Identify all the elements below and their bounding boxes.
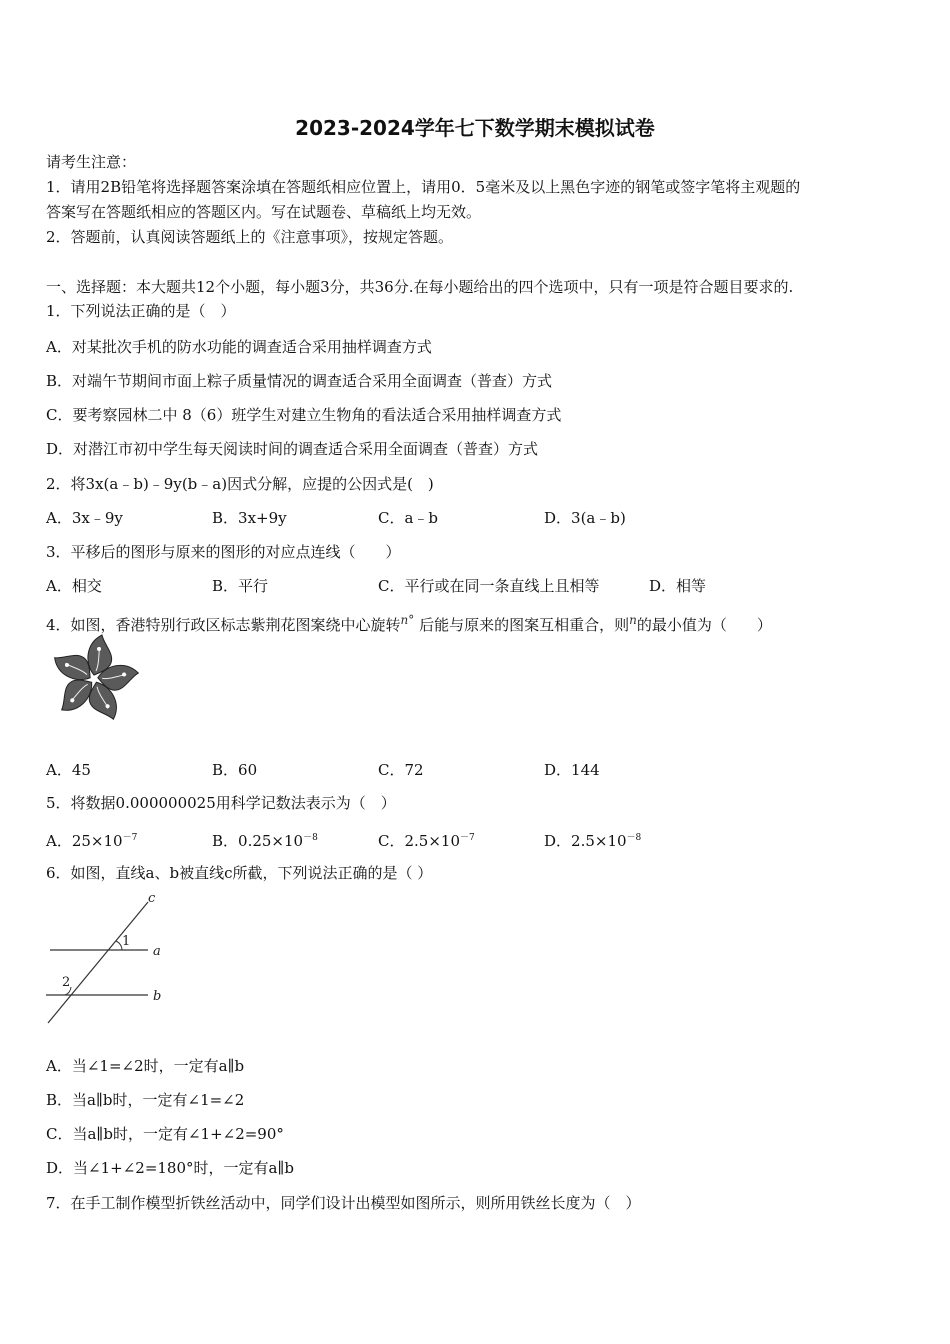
label-angle-2: 2 — [62, 975, 71, 990]
q2-options — [46, 508, 626, 528]
q4-option-a: A．45 — [46, 761, 91, 779]
q7-stem: 7．在手工制作模型折铁丝活动中，同学们设计出模型如图所示，则所用铁丝长度为（ ） — [46, 1194, 641, 1212]
q5-option-d-base: D．2.5×10 — [544, 832, 627, 850]
q5-option-c-base: C．2.5×10 — [378, 832, 460, 850]
notice-heading: 请考生注意： — [46, 153, 137, 171]
page-title: 2023-2024学年七下数学期末模拟试卷 — [295, 116, 655, 140]
q4-stem-mid: 后能与原来的图案互相重合，则 — [419, 616, 630, 634]
q5-option-d-exp: －8 — [626, 833, 642, 843]
q4-n-degree: n° — [400, 613, 415, 627]
section-heading: 一、选择题：本大题共12个小题，每小题3分，共36分.在每小题给出的四个选项中，只有一项是符合题目要求的. — [46, 278, 794, 296]
q2-option-a: A．3x﹣9y — [46, 509, 123, 527]
q5-option-b-exp: －8 — [303, 833, 318, 843]
q5-option-d — [544, 828, 641, 851]
notice-line-1: 1．请用2B铅笔将选择题答案涂填在答题纸相应位置上，请用0．5毫米及以上黑色字迹的钢笔或签字笔将主观题的 — [46, 178, 801, 196]
notice-line-1b: 答案写在答题纸相应的答题区内。写在试题卷、草稿纸上均无效。 — [46, 203, 482, 221]
bauhinia-flower-figure — [48, 633, 140, 725]
line-c — [48, 902, 148, 1023]
q3-option-c: C．平行或在同一条直线上且相等 — [378, 577, 600, 595]
q5-option-a-base: A．25×10 — [46, 832, 123, 850]
q2-stem: 2．将3x(a﹣b)﹣9y(b﹣a)因式分解，应提的公因式是( ) — [46, 475, 434, 493]
q2-option-d: D．3(a﹣b) — [544, 509, 626, 527]
q2-option-c: C．a﹣b — [378, 509, 439, 527]
q4-option-d: D．144 — [544, 761, 600, 779]
q3-stem: 3．平移后的图形与原来的图形的对应点连线（ ） — [46, 543, 401, 561]
parallel-lines-figure — [40, 888, 180, 1033]
q3-options — [46, 576, 706, 596]
q5-option-a-exp: －7 — [122, 833, 138, 843]
q4-options — [46, 760, 600, 780]
q6-stem: 6．如图，直线a、b被直线c所截，下列说法正确的是（ ） — [46, 864, 433, 882]
q5-option-b-base: B．0.25×10 — [212, 832, 304, 850]
q5-stem: 5．将数据0.000000025用科学记数法表示为（ ） — [46, 794, 396, 812]
q4-stem — [46, 610, 772, 635]
q1-option-a: A．对某批次手机的防水功能的调查适合采用抽样调查方式 — [46, 338, 432, 356]
q1-option-b: B．对端午节期间市面上粽子质量情况的调查适合采用全面调查（普查）方式 — [46, 372, 553, 390]
q4-stem-pre: 4．如图，香港特别行政区标志紫荆花图案绕中心旋转 — [46, 616, 401, 634]
q4-option-c: C．72 — [378, 761, 424, 779]
q5-options — [46, 828, 641, 851]
q3-option-b: B．平行 — [212, 577, 269, 595]
q6-option-c: C．当a∥b时，一定有∠1+∠2=90° — [46, 1125, 284, 1143]
label-b: b — [153, 989, 162, 1004]
q2-option-b: B．3x+9y — [212, 509, 287, 527]
q1-option-d: D．对潜江市初中学生每天阅读时间的调查适合采用全面调查（普查）方式 — [46, 440, 539, 458]
q4-option-b: B．60 — [212, 761, 258, 779]
q4-n: n — [629, 613, 637, 627]
q3-option-d: D．相等 — [649, 577, 707, 595]
notice-line-2: 2．答题前，认真阅读答题纸上的《注意事项》，按规定答题。 — [46, 228, 454, 246]
label-c: c — [148, 891, 156, 906]
label-angle-1: 1 — [122, 934, 131, 949]
q4-stem-post: 的最小值为（ ） — [636, 616, 772, 634]
q5-option-a — [46, 828, 212, 851]
q1-option-c: C．要考察园林二中 8（6）班学生对建立生物角的看法适合采用抽样调查方式 — [46, 406, 562, 424]
q5-option-b — [212, 828, 378, 851]
q6-option-b: B．当a∥b时，一定有∠1=∠2 — [46, 1091, 245, 1109]
q5-option-c — [378, 828, 544, 851]
q6-option-d: D．当∠1+∠2=180°时，一定有a∥b — [46, 1159, 294, 1177]
q3-option-a: A．相交 — [46, 577, 102, 595]
q6-option-a: A．当∠1=∠2时，一定有a∥b — [46, 1057, 245, 1075]
label-a: a — [153, 944, 161, 959]
q5-option-c-exp: －7 — [460, 833, 475, 843]
q1-stem: 1．下列说法正确的是（ ） — [46, 302, 236, 320]
